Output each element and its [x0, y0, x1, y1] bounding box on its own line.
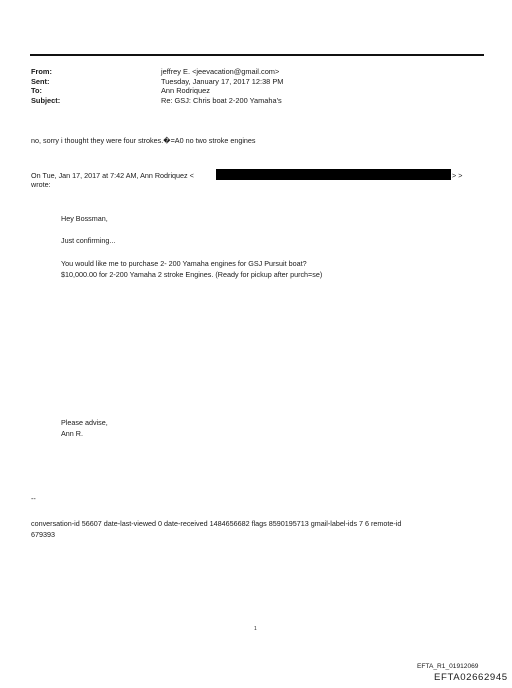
- quote-line-1: You would like me to purchase 2- 200 Yamaha engines for GSJ Pursuit boat?: [61, 259, 307, 268]
- quote-greeting: Hey Bossman,: [61, 214, 108, 223]
- subject-label: Subject:: [31, 95, 61, 105]
- header-rule: [30, 54, 484, 56]
- bates-stamp-large: EFTA02662945: [434, 672, 508, 683]
- meta-line-2: 679393: [31, 530, 55, 539]
- header-labels: [31, 67, 60, 105]
- from-value: jeffrey E. <jeevacation@gmail.com>: [161, 67, 280, 76]
- separator: --: [31, 494, 36, 503]
- redaction-bar: [216, 169, 451, 180]
- page-number: 1: [254, 626, 257, 632]
- reply-text: no, sorry i thought they were four strokes.�=A0 no two stroke engines: [31, 136, 256, 145]
- to-value: Ann Rodriquez: [161, 86, 210, 95]
- to-label: To:: [31, 86, 42, 95]
- meta-line-1: conversation-id 56607 date-last-viewed 0 date-received 1484656682 flags 8590195713 gmail-label-ids 7 6 remote-id: [31, 519, 402, 528]
- header-values: [161, 67, 283, 105]
- sent-label: Sent:: [31, 76, 50, 86]
- quote-advise: Please advise,: [61, 418, 108, 427]
- quote-intro-tail: > >: [452, 171, 463, 180]
- quote-signoff: Ann R.: [61, 429, 83, 438]
- quote-intro: On Tue, Jan 17, 2017 at 7:42 AM, Ann Rodriquez <: [31, 171, 194, 180]
- quote-wrote: wrote:: [31, 180, 51, 189]
- quote-line-2: $10,000.00 for 2-200 Yamaha 2 stroke Engines. (Ready for pickup after purch=se): [61, 270, 323, 279]
- subject-value: Re: GSJ: Chris boat 2-200 Yamaha's: [161, 95, 282, 105]
- sent-value: Tuesday, January 17, 2017 12:38 PM: [161, 76, 284, 86]
- bates-stamp-small: EFTA_R1_01912069: [417, 663, 479, 670]
- quote-confirm: Just confirming...: [61, 236, 116, 245]
- from-label: From:: [31, 67, 52, 76]
